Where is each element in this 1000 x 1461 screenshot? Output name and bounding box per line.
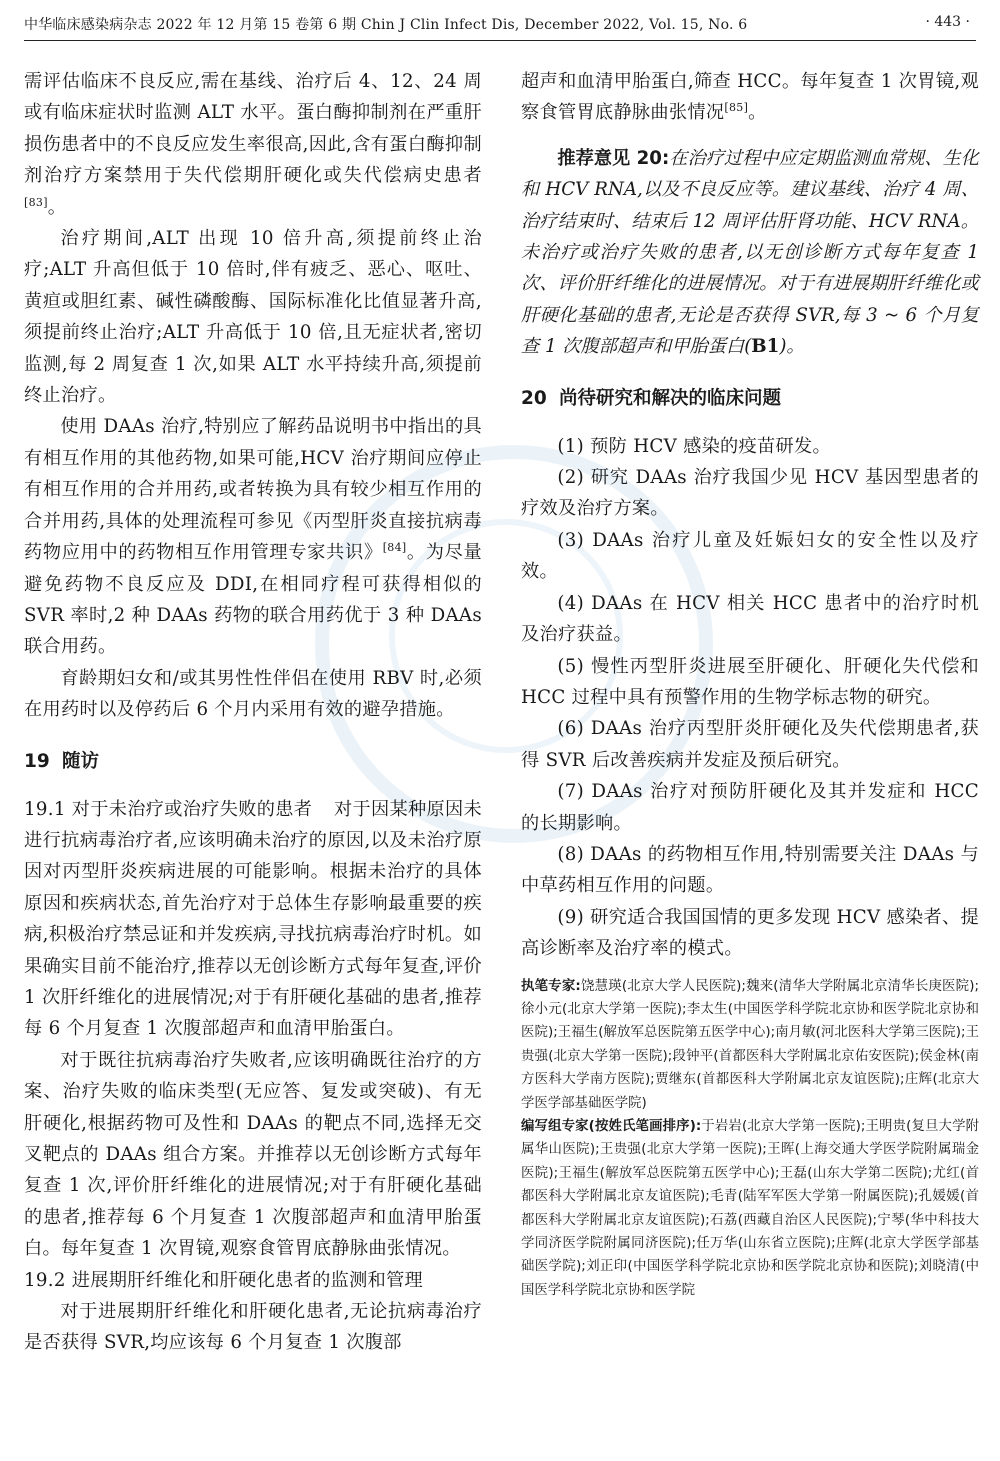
paragraph: 治疗期间,ALT 出现 10 倍升高,须提前终止治疗;ALT 升高但低于 10 倍时,伴有疲乏、恶心、呕吐、黄疸或胆红素、碱性磷酸酶、国际标准化比值显著升高,须提前终止治疗;ALT 升高低于 10 倍,且无症状者,密切监测,每 2 周复查 1 次,如果 ALT 水平持续升高,须提前终止治疗。 (24, 228, 482, 407)
paragraph: 需评估临床不良反应,需在基线、治疗后 4、12、24 周或有临床症状时监测 ALT 水平。蛋白酶抑制剂在严重肝损伤患者中的不良反应发生率很高,因此,含有蛋白酶抑制剂治疗方案禁用于失代偿期肝硬化或失代偿病史患者[83]。 (24, 71, 482, 218)
paragraph: 使用 DAAs 治疗,特别应了解药品说明书中指出的具有相互作用的其他药物,如果可能,HCV 治疗期间应停止有相互作用的合并用药,或者转换为具有较少相互作用的合并用药,具体的处理流程可参见《丙型肝炎直接抗病毒药物应用中的药物相互作用管理专家共识》[84]。为尽量避免药物不良反应及 DDI,在相同疗程可获得相似的 SVR 率时,2 种 DAAs 药物的联合用药优于 3 种 DAAs 联合用药。 (24, 416, 482, 658)
recommendation-label: 推荐意见 20: (557, 147, 670, 169)
list-item: (8) DAAs 的药物相互作用,特别需要关注 DAAs 与中草药相互作用的问题。 (521, 843, 979, 897)
journal-citation: 中华临床感染病杂志 2022 年 12 月第 15 卷第 6 期 Chin J Clin Infect Dis, December 2022, Vol. 15, No. 6 (24, 17, 748, 33)
subsection-label: 19.1 对于未治疗或治疗失败的患者 (24, 798, 313, 820)
paragraph: 超声和血清甲胎蛋白,筛查 HCC。每年复查 1 次胃镜,观察食管胃底静脉曲张情况[85]。 (521, 71, 979, 124)
editorial-group-experts: 编写组专家(按姓氏笔画排序):于岩岩(北京大学第一医院);王明贵(复旦大学附属华山医院);王贵强(北京大学第一医院);王晖(上海交通大学医学院附属瑞金医院);王福生(解放军总医院第五医学中心);王磊(山东大学第二医院);尤红(首都医科大学附属北京友谊医院);毛青(陆军军医大学第一附属医院);孔媛媛(首都医科大学附属北京友谊医院);石荔(西藏自治区人民医院);宁琴(华中科技大学同济医学院附属同济医院);任万华(山东省立医院);庄辉(北京大学医学部基础医学院);刘正印(中国医学科学院北京协和医学院北京协和医院);刘晓清(中国医学科学院北京协和医学院 (521, 1119, 979, 1298)
evidence-grade: B1 (751, 336, 780, 358)
list-item: (3) DAAs 治疗儿童及妊娠妇女的安全性以及疗效。 (521, 529, 979, 583)
list-item: (5) 慢性丙型肝炎进展至肝硬化、肝硬化失代偿和 HCC 过程中具有预警作用的生物学标志物的研究。 (521, 655, 979, 708)
list-item: (7) DAAs 治疗对预防肝硬化及其并发症和 HCC 的长期影响。 (521, 781, 979, 834)
running-header (0, 0, 1000, 40)
paragraph: 育龄期妇女和/或其男性性伴侣在使用 RBV 时,必须在用药时以及停药后 6 个月内采用有效的避孕措施。 (24, 667, 482, 721)
page-number: · 443 · (925, 14, 970, 30)
section-heading-19: 19 随访 (24, 750, 100, 772)
citation-ref[interactable]: [85] (724, 101, 749, 115)
section-heading-20: 20 尚待研究和解决的临床问题 (521, 387, 782, 409)
recommendation-20: 推荐意见 20:在治疗过程中应定期监测血常规、生化和 HCV RNA,以及不良反应等。建议基线、治疗 4 周、治疗结束时、结束后 12 周评估肝肾功能、HCV RNA。未治疗或治疗失败的患者,以无创诊断方式每年复查 1 次、评价肝纤维化的进展情况。对于有进展期肝纤维化或肝硬化基础的患者,无论是否获得 SVR,每 3 ~ 6 个月复查 1 次腹部超声和甲胎蛋白(B1)。 (521, 147, 979, 358)
list-item: (6) DAAs 治疗丙型肝炎肝硬化及失代偿期患者,获得 SVR 后改善疾病并发症及预后研究。 (521, 718, 979, 771)
right-column (521, 66, 979, 1302)
subsection-19-1: 19.1 对于未治疗或治疗失败的患者 对于因某种原因未进行抗病毒治疗者,应该明确未治疗的原因,以及未治疗原因对丙型肝炎疾病进展的可能影响。根据未治疗的具体原因和疾病状态,首先治疗对于总体生存影响最重要的疾病,积极治疗禁忌证和并发疾病,寻找抗病毒治疗时机。如果确实目前不能治疗,推荐以无创诊断方式每年复查,评价 1 次肝纤维化的进展情况;对于有肝硬化基础的患者,推荐每 6 个月复查 1 次腹部超声和血清甲胎蛋白。 (24, 798, 482, 1040)
header-rule (24, 40, 976, 41)
writing-experts: 执笔专家:饶慧瑛(北京大学人民医院);魏来(清华大学附属北京清华长庚医院);徐小元(北京大学第一医院);李太生(中国医学科学院北京协和医学院北京协和医院);王福生(解放军总医院第五医学中心);南月敏(河北医科大学第三医院);王贵强(北京大学第一医院);段钟平(首都医科大学附属北京佑安医院);侯金林(南方医科大学南方医院);贾继东(首都医科大学附属北京友谊医院);庄辉(北京大学医学部基础医学院) (521, 978, 980, 1111)
list-item: (9) 研究适合我国国情的更多发现 HCV 感染者、提高诊断率及治疗率的模式。 (521, 906, 979, 960)
paragraph: 对于既往抗病毒治疗失败者,应该明确既往治疗的方案、治疗失败的临床类型(无应答、复发或突破)、有无肝硬化,根据药物可及性和 DAAs 的靶点不同,选择无交叉靶点的 DAAs 组合方案。并推荐以无创诊断方式每年复查 1 次,评价肝纤维化的进展情况;对于有肝硬化基础的患者,推荐每 6 个月复查 1 次腹部超声和血清甲胎蛋白。每年复查 1 次胃镜,观察食管胃底静脉曲张情况。 (24, 1049, 482, 1260)
list-item: (4) DAAs 在 HCV 相关 HCC 患者中的治疗时机及治疗获益。 (521, 592, 979, 646)
left-column (24, 66, 482, 1359)
citation-ref[interactable]: [84] (382, 541, 407, 555)
list-item: (2) 研究 DAAs 治疗我国少见 HCV 基因型患者的疗效及治疗方案。 (521, 467, 979, 520)
subsection-19-2-heading: 19.2 进展期肝纤维化和肝硬化患者的监测和管理 (24, 1269, 424, 1291)
list-item: (1) 预防 HCV 感染的疫苗研发。 (557, 435, 831, 457)
citation-ref[interactable]: [83] (24, 195, 48, 209)
paragraph: 对于进展期肝纤维化和肝硬化患者,无论抗病毒治疗是否获得 SVR,均应该每 6 个月复查 1 次腹部 (24, 1301, 482, 1354)
